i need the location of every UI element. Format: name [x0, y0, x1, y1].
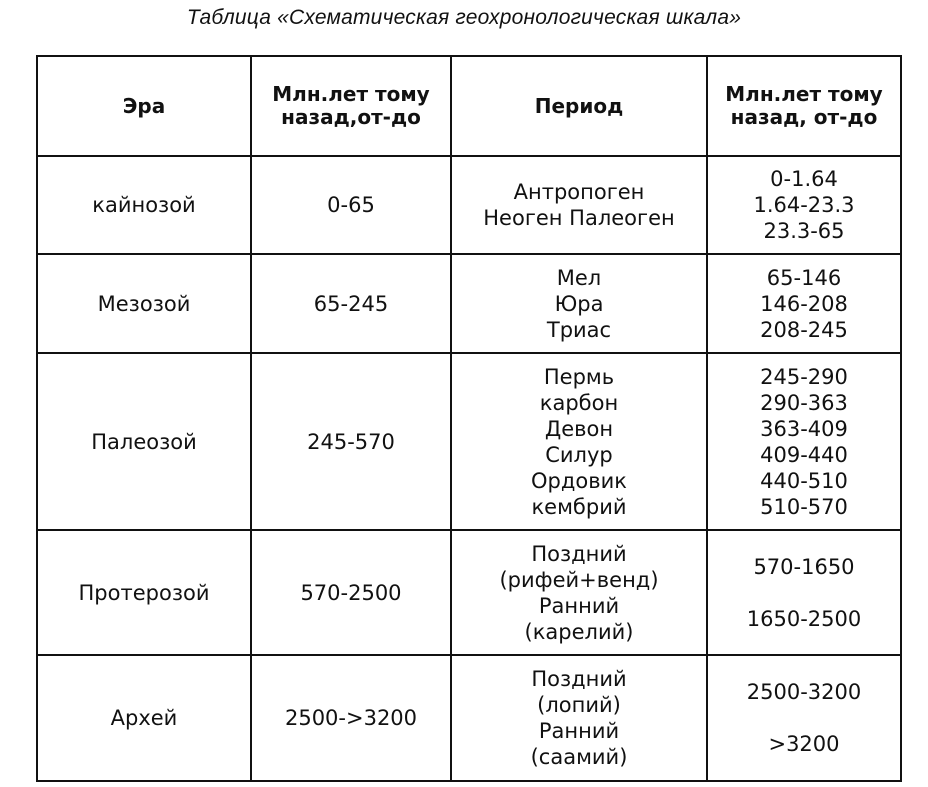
table-title: Таблица «Схематическая геохронологическая шкала»: [186, 6, 742, 29]
era-range: 245-570: [251, 353, 451, 530]
header-period-range: Млн.лет тому назад, от-до: [707, 56, 901, 156]
period-range: 23.3-65: [763, 219, 845, 243]
period-range-list: [707, 655, 901, 781]
period-range: 2500-3200: [746, 680, 862, 704]
era-range: 2500->3200: [251, 655, 451, 781]
era-range: 0-65: [251, 156, 451, 254]
period-range: 0-1.64: [770, 167, 838, 191]
period-range: >3200: [768, 732, 840, 756]
header-period: Период: [451, 56, 707, 156]
period-range: 65-146: [766, 265, 842, 290]
period-range: 1.64-23.3: [753, 193, 855, 217]
period-list: [451, 655, 707, 781]
period-range: 440-510: [760, 468, 848, 493]
era-range: 65-245: [251, 254, 451, 353]
period-range: 1650-2500: [746, 606, 862, 631]
era-name: Протерозой: [37, 530, 251, 655]
period-range-list: [707, 530, 901, 655]
period-range: 363-409: [760, 416, 848, 441]
period-list: [451, 156, 707, 254]
era-name: Палеозой: [37, 353, 251, 530]
period-name: Юра: [554, 291, 604, 316]
period-range: 409-440: [760, 442, 848, 467]
period-name: Девон: [544, 416, 614, 441]
period-range: 245-290: [760, 364, 848, 389]
table-row: [37, 156, 901, 254]
period-name: Ранний: [538, 593, 620, 618]
header-era: Эра: [37, 56, 251, 156]
period-name: (рифей+венд): [499, 567, 659, 592]
period-name: Поздний: [531, 541, 627, 566]
period-range: 570-1650: [753, 554, 855, 579]
period-range: 146-208: [760, 291, 848, 316]
period-range-list: [707, 353, 901, 530]
period-range-list: [707, 254, 901, 353]
period-name: (саамий): [530, 745, 628, 769]
period-name: Пермь: [543, 364, 615, 389]
table-row: [37, 655, 901, 781]
period-name: Ранний: [538, 719, 620, 743]
geochronological-table: [36, 55, 902, 782]
period-name: Ордовик: [531, 468, 627, 493]
period-name: Неоген Палеоген: [483, 206, 675, 230]
table-row: [37, 530, 901, 655]
era-name: Мезозой: [37, 254, 251, 353]
period-name: Поздний: [531, 667, 627, 691]
period-name: (лопий): [537, 693, 621, 717]
table-row: [37, 353, 901, 530]
period-range: 510-570: [760, 494, 848, 519]
period-list: [451, 530, 707, 655]
table-row: [37, 254, 901, 353]
period-name: Триас: [546, 317, 612, 342]
period-name: Антропоген: [513, 180, 645, 204]
period-name: Мел: [556, 265, 602, 290]
period-name: (карелий): [524, 619, 634, 644]
period-range: 290-363: [760, 390, 848, 415]
header-row: [37, 56, 901, 156]
period-name: Силур: [545, 442, 613, 467]
period-range-list: [707, 156, 901, 254]
header-era-range: Млн.лет тому назад,от-до: [251, 56, 451, 156]
era-name: Архей: [37, 655, 251, 781]
era-name: кайнозой: [37, 156, 251, 254]
period-list: [451, 353, 707, 530]
period-name: кембрий: [531, 494, 627, 519]
period-name: карбон: [539, 390, 619, 415]
period-range: 208-245: [760, 317, 848, 342]
period-list: [451, 254, 707, 353]
era-range: 570-2500: [251, 530, 451, 655]
